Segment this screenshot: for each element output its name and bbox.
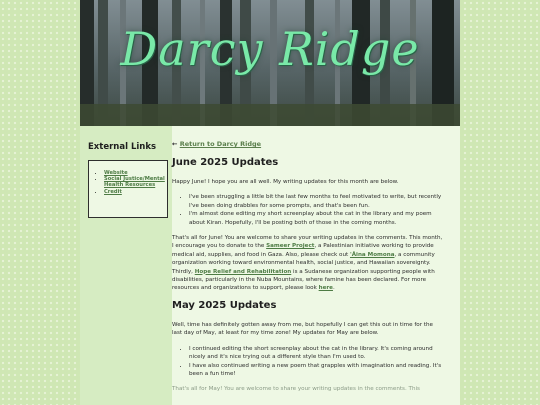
may-closing: That's all for May! You are welcome to share your writing updates in the comments. This	[172, 386, 420, 393]
external-links-list	[89, 161, 167, 195]
header-banner	[80, 0, 460, 126]
list-item: • I'm almost done editing my short screenplay about the cat in the library and my poem about Kiran. Hopefully, I'll be posting both of those in the coming months.	[189, 210, 444, 227]
list-item: • I've been struggling a little bit the last few months to feel motivated to write, but recently I've been doing drabbles for some prompts, and that's been fun.	[189, 193, 444, 210]
credit-link[interactable]: Credit	[104, 188, 122, 195]
page-container	[80, 0, 460, 405]
june-list	[172, 193, 444, 227]
back-nav	[172, 140, 444, 148]
back-arrow-icon: ←	[172, 140, 178, 148]
external-links-box	[88, 160, 168, 218]
main-content	[172, 126, 460, 405]
website-link[interactable]: Website	[104, 170, 128, 176]
text: is a Sudanese organization supporting people with disabilities, particularly in the Nuba Mountains, where famine has been declared. For more resources and organizations to support, please look	[172, 268, 435, 292]
resources-link[interactable]: Social Justice/Mental Health Resources	[104, 176, 165, 189]
text: , a community organization working toward environmental health, social justice, and Hawaiian sovereignty. Thirdly,	[172, 251, 435, 275]
list-item: • I have also continued writing a new poem that grapples with imagination and reading. It's been a fun time!	[189, 362, 444, 379]
june-intro: Happy June! I hope you are all well. My writing updates for this month are below.	[172, 179, 399, 185]
sidebar-heading: External Links	[88, 142, 157, 152]
site-title: Darcy Ridge	[120, 22, 420, 76]
may-intro: Well, time has definitely gotten away from me, but hopefully I can get this out in time for the last day of May, at least for my time zone! My updates for May are below.	[172, 321, 433, 337]
june-closing	[172, 234, 444, 293]
sameer-project-link[interactable]: Sameer Project	[266, 243, 315, 250]
text: That's all for June! You are welcome to share your writing updates in the comments. This month, I encourage you to donate to the	[172, 235, 443, 250]
list-item: • I continued editing the short screenplay about the cat in the library. It's coming around nicely and it's nice trying out a different style than I'm used to.	[189, 345, 444, 362]
sidebar	[80, 126, 172, 405]
aina-momona-link[interactable]: 'Āina Momona	[349, 251, 395, 258]
resources-here-link[interactable]: here	[318, 285, 333, 292]
hope-relief-link[interactable]: Hope Relief and Rehabilitation	[194, 268, 292, 275]
may-heading: May 2025 Updates	[172, 299, 277, 311]
june-heading: June 2025 Updates	[172, 157, 279, 168]
list-item	[104, 176, 167, 188]
list-item	[104, 189, 167, 195]
text: , a Palestinian initiative working to provide medical aid, supplies, and food in Gaza. Also, please check out	[172, 243, 434, 258]
may-list	[172, 345, 444, 379]
return-link[interactable]: Return to Darcy Ridge	[179, 140, 262, 148]
text: .	[332, 285, 335, 292]
